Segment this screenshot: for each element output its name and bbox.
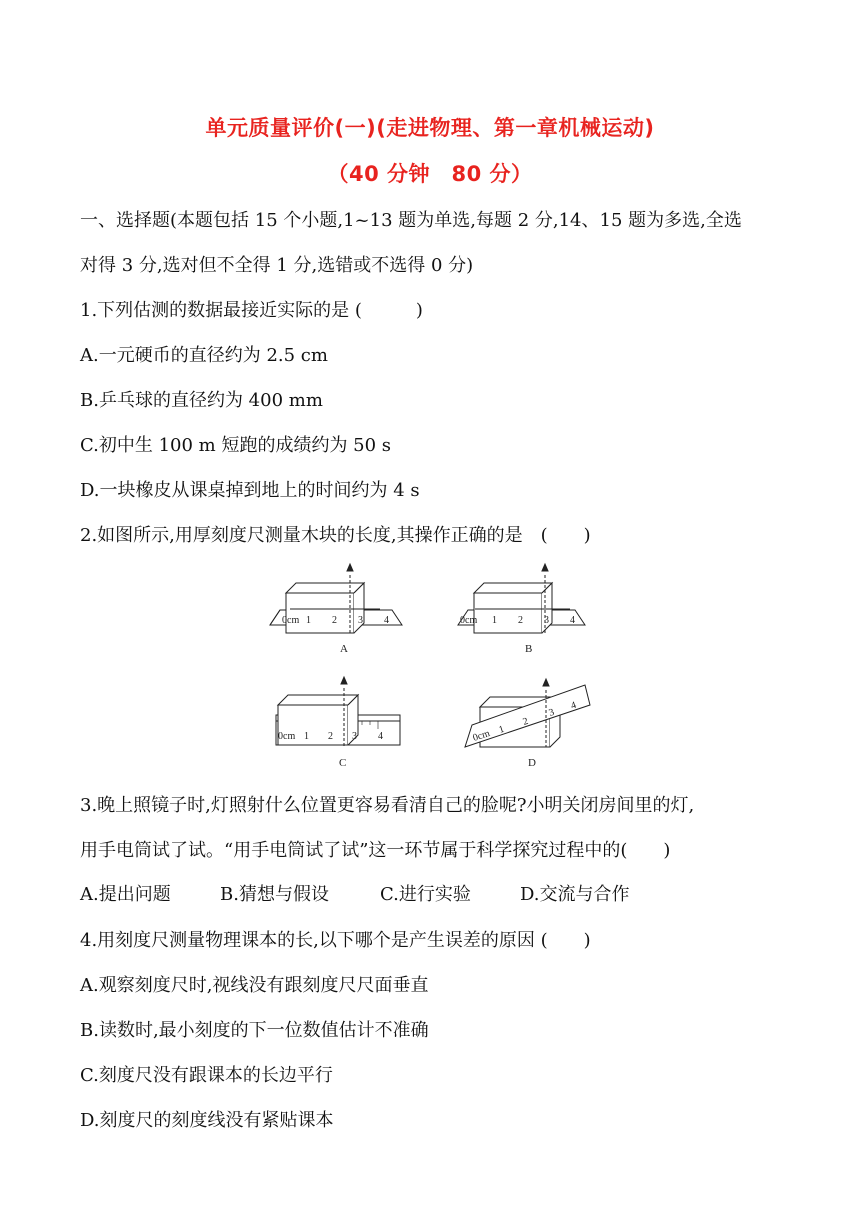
svg-text:4: 4 [569,699,578,712]
svg-text:3: 3 [358,615,363,626]
q4-option-c: C.刻度尺没有跟课本的长边平行 [80,1065,333,1086]
panel-a-diagram [270,564,402,655]
panel-a-label: A [340,643,348,655]
svg-text:2: 2 [328,731,333,742]
q3-option-a: A.提出问题 [80,884,171,905]
svg-text:4: 4 [570,615,575,626]
svg-text:4: 4 [378,731,383,742]
q1-option-b: B.乒乓球的直径约为 400 mm [80,390,323,411]
q3-stem-line1: 3.晚上照镜子时,灯照射什么位置更容易看清自己的脸呢?小明关闭房间里的灯, [80,795,695,816]
svg-text:2: 2 [518,615,523,626]
svg-text:0cm: 0cm [278,731,296,742]
q1-option-a: A.一元硬币的直径约为 2.5 cm [80,345,328,366]
q1-option-d: D.一块橡皮从课桌掉到地上的时间约为 4 s [80,480,420,501]
svg-text:0cm: 0cm [471,728,492,744]
q4-option-a: A.观察刻度尺时,视线没有跟刻度尺尺面垂直 [80,975,429,996]
svg-text:1: 1 [304,731,309,742]
section-instructions-line2: 对得 3 分,选对但不全得 1 分,选错或不选得 0 分) [80,255,474,276]
q1-stem: 1.下列估测的数据最接近实际的是 ( ) [80,300,423,321]
q2-stem: 2.如图所示,用厚刻度尺测量木块的长度,其操作正确的是 ( ) [80,525,591,546]
panel-c-diagram [276,677,400,769]
q4-option-b: B.读数时,最小刻度的下一位数值估计不准确 [80,1020,429,1041]
page-subtitle: （40 分钟 80 分） [327,162,533,186]
section-instructions-line1: 一、选择题(本题包括 15 个小题,1~13 题为单选,每题 2 分,14、15 题为多选,全选 [80,210,742,231]
svg-text:3: 3 [547,706,556,719]
page-title: 单元质量评价(一)(走进物理、第一章机械运动) [205,116,655,140]
q1-option-c: C.初中生 100 m 短跑的成绩约为 50 s [80,435,392,456]
svg-text:3: 3 [544,615,549,626]
q3-stem-line2: 用手电筒试了试。“用手电筒试了试”这一环节属于科学探究过程中的( ) [80,840,671,861]
svg-text:3: 3 [352,731,357,742]
q3-option-c: C.进行实验 [380,884,471,905]
q4-stem: 4.用刻度尺测量物理课本的长,以下哪个是产生误差的原因 ( ) [80,930,591,951]
svg-text:1: 1 [492,615,497,626]
svg-text:2: 2 [332,615,337,626]
q3-options [80,880,630,906]
q3-option-b: B.猜想与假设 [220,884,329,905]
q4-option-d: D.刻度尺的刻度线没有紧贴课本 [80,1110,334,1131]
panel-c-label: C [339,757,347,769]
svg-text:1: 1 [497,723,506,736]
q3-option-d: D.交流与合作 [520,884,630,905]
svg-text:1: 1 [306,615,311,626]
panel-d-label: D [528,757,536,769]
panel-d-diagram [465,679,590,769]
svg-text:4: 4 [384,615,389,626]
panel-b-label: B [525,643,533,655]
panel-a-ruler-zero: 0cm [282,615,300,626]
svg-text:0cm: 0cm [460,615,478,626]
ruler-measurement-figure [260,555,600,775]
panel-b-diagram [458,564,585,655]
svg-text:2: 2 [521,715,530,728]
